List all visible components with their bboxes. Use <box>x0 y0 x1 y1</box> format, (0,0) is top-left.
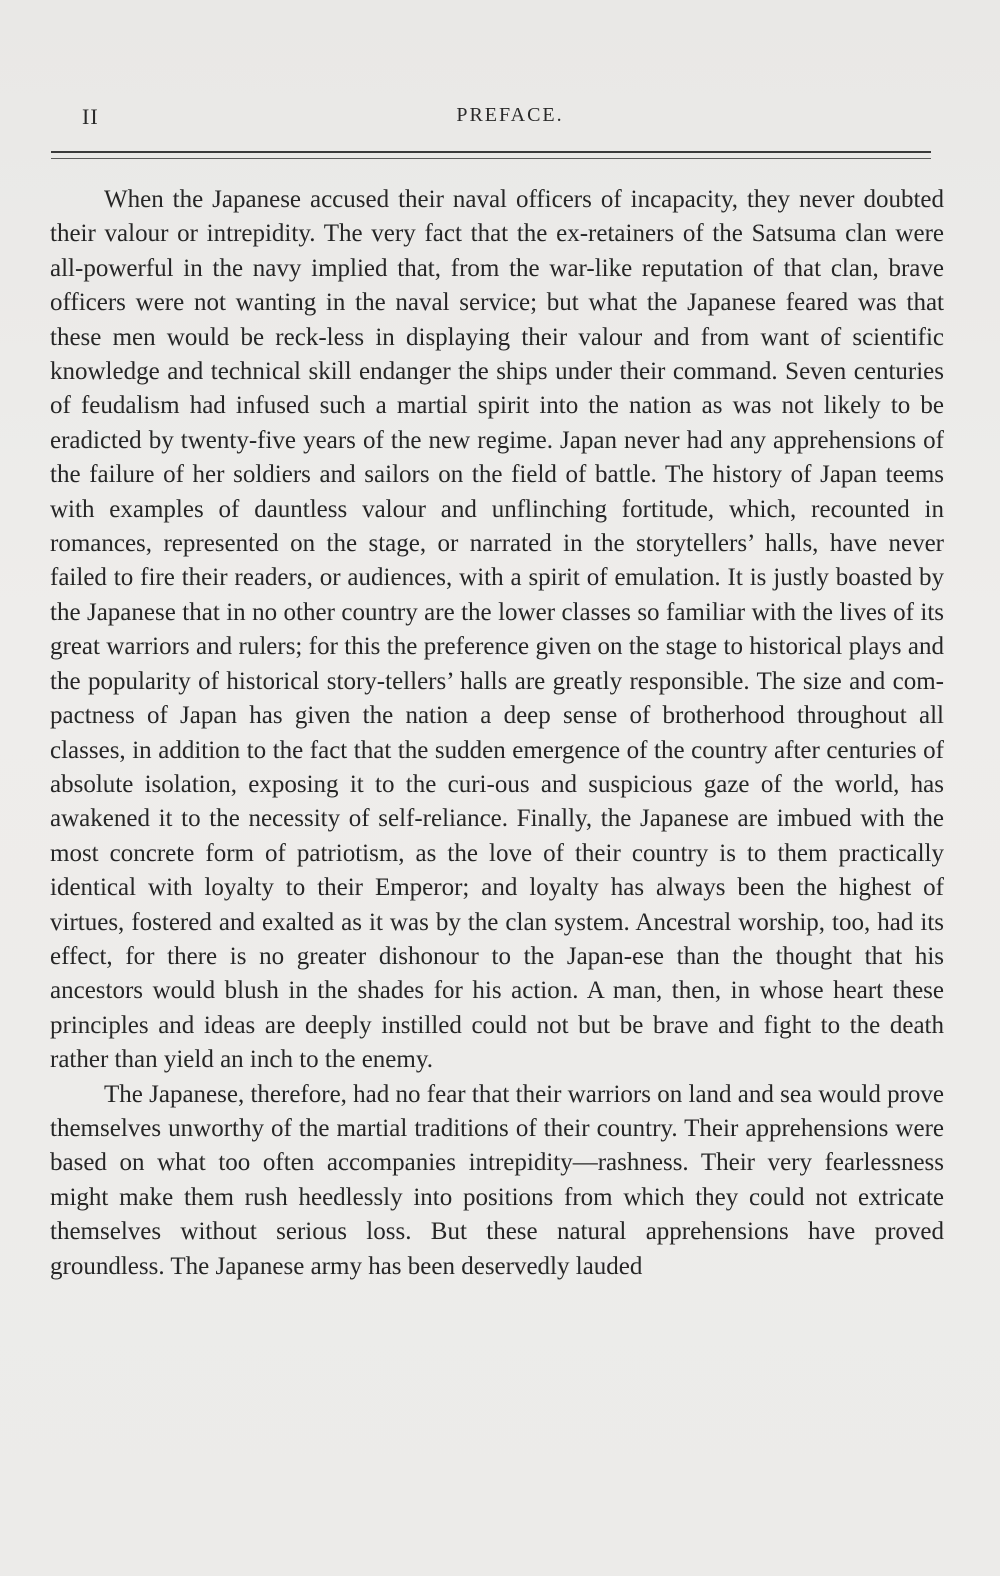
running-head: PREFACE. <box>456 104 564 126</box>
header-rule-bottom <box>51 158 931 159</box>
paragraph: When the Japanese accused their naval officers of incapacity, they never doubted their valour or intrepidity. The very fact that the ex-retainers of the Satsuma clan were all-powerful in the navy implied that, from the war-like reputation of that clan, brave officers were not wanting in the naval service; but what the Japanese feared was that these men would be reck-less in displaying their valour and from want of scientific knowledge and technical skill endanger the ships under their command. Seven centuries of feudalism had infused such a martial spirit into the nation as was not likely to be eradicted by twenty-five years of the new regime. Japan never had any apprehensions of the failure of her soldiers and sailors on the field of battle. The history of Japan teems with examples of dauntless valour and unflinching fortitude, which, recounted in romances, represented on the stage, or narrated in the storytellers’ halls, have never failed to fire their readers, or audiences, with a spirit of emulation. It is justly boasted by the Japanese that in no other country are the lower classes so familiar with the lives of its great warriors and rulers; for this the preference given on the stage to historical plays and the popularity of historical story-tellers’ halls are greatly responsible. The size and com-pactness of Japan has given the nation a deep sense of brotherhood throughout all classes, in addition to the fact that the sudden emergence of the country after centuries of absolute isolation, exposing it to the curi-ous and suspicious gaze of the world, has awakened it to the necessity of self-reliance. Finally, the Japanese are imbued with the most concrete form of patriotism, as the love of their country is to them practically identical with loyalty to their Emperor; and loyalty has always been the highest of virtues, fostered and exalted as it was by the clan system. Ancestral worship, too, had its effect, for there is no greater dishonour to the Japan-ese than the thought that his ancestors would blush in the shades for his action. A man, then, in whose heart these principles and ideas are deeply instilled could not but be brave and fight to the death rather than yield an inch to the enemy. <box>50 186 944 1074</box>
body-text <box>50 183 944 1284</box>
header-rule-top <box>51 151 931 153</box>
header-double-rule <box>51 151 931 165</box>
paragraph: The Japanese, therefore, had no fear that their warriors on land and sea would prove themselves unworthy of the martial traditions of their country. Their apprehensions were based on what too often accompanies intrepidity—rashness. Their very fearlessness might make them rush heedlessly into positions from which they could not extricate themselves without serious loss. But these natural apprehensions have proved groundless. The Japanese army has been deservedly lauded <box>50 1080 944 1280</box>
page-header <box>80 104 940 136</box>
page-number: II <box>82 104 99 129</box>
